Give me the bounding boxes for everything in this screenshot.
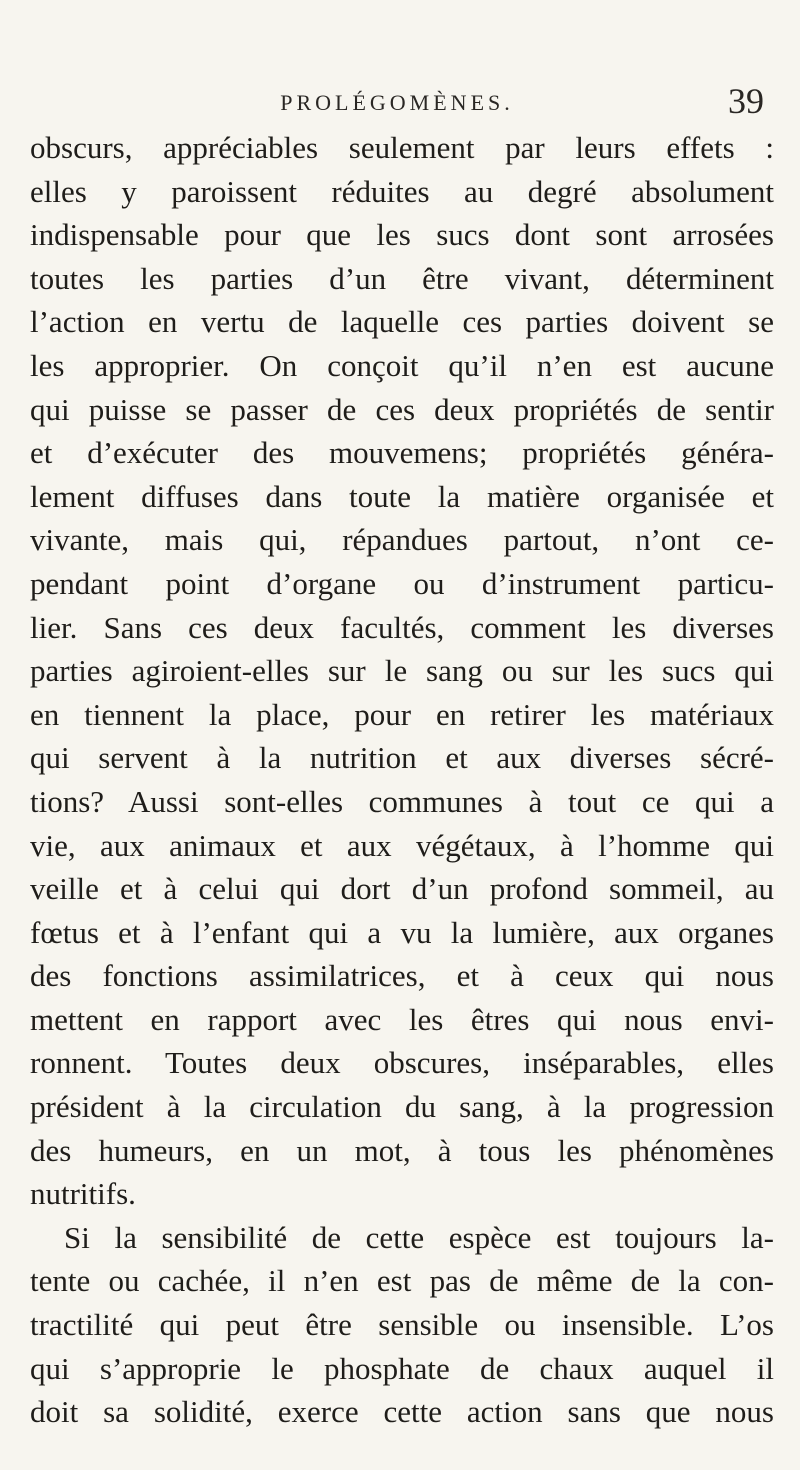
text-line: pendant point d’organe ou d’instrument particu- [30, 565, 774, 601]
text-line: lement diffuses dans toute la matière organisée et [30, 478, 774, 514]
text-line: et d’exécuter des mouvemens; propriétés généra- [30, 435, 774, 471]
text-line: tions? Aussi sont-elles communes à tout ce qui a [30, 783, 774, 819]
text-line: doit sa solidité, exerce cette action sans que nous [30, 1394, 774, 1430]
text-line: fœtus et à l’enfant qui a vu la lumière, aux organes [30, 914, 774, 950]
text-line: veille et à celui qui dort d’un profond sommeil, au [30, 871, 774, 907]
text-line: vie, aux animaux et aux végétaux, à l’homme qui [30, 827, 774, 863]
text-line: des humeurs, en un mot, à tous les phénomènes [30, 1132, 774, 1168]
text-line: indispensable pour que les sucs dont sont arrosées [30, 217, 774, 253]
text-line: les approprier. On conçoit qu’il n’en est aucune [30, 347, 774, 383]
text-line: tente ou cachée, il n’en est pas de même de la con- [30, 1263, 774, 1299]
page-number: 39 [728, 81, 764, 121]
text-line: toutes les parties d’un être vivant, déterminent [30, 260, 774, 296]
text-line: obscurs, appréciables seulement par leurs effets : [30, 130, 774, 165]
text-line: mettent en rapport avec les êtres qui nous envi- [30, 1001, 774, 1037]
running-title: PROLÉGOMÈNES. [280, 90, 514, 115]
text-line: lier. Sans ces deux facultés, comment les diverses [30, 609, 774, 645]
text-line: vivante, mais qui, répandues partout, n’ont ce- [30, 522, 774, 558]
text-line: ronnent. Toutes deux obscures, inséparables, elles [30, 1045, 774, 1081]
text-line: l’action en vertu de laquelle ces parties doivent se [30, 304, 774, 340]
text-line: qui servent à la nutrition et aux diverses sécré- [30, 740, 774, 776]
text-line: en tiennent la place, pour en retirer les matériaux [30, 696, 774, 732]
body-text [30, 126, 774, 1434]
text-line: qui puisse se passer de ces deux propriétés de sentir [30, 391, 774, 427]
paragraph-start-line: Si la sensibilité de cette espèce est toujours la- [64, 1219, 774, 1255]
paragraph-end-line: nutritifs. [30, 1176, 136, 1212]
text-line: président à la circulation du sang, à la progression [30, 1089, 774, 1125]
text-line: parties agiroient-elles sur le sang ou sur les sucs qui [30, 653, 774, 689]
text-line: elles y paroissent réduites au degré absolument [30, 173, 774, 209]
text-line: tractilité qui peut être sensible ou insensible. L’os [30, 1307, 774, 1343]
text-line: des fonctions assimilatrices, et à ceux qui nous [30, 958, 774, 994]
text-line: qui s’approprie le phosphate de chaux auquel il [30, 1350, 774, 1386]
running-head [30, 80, 764, 124]
